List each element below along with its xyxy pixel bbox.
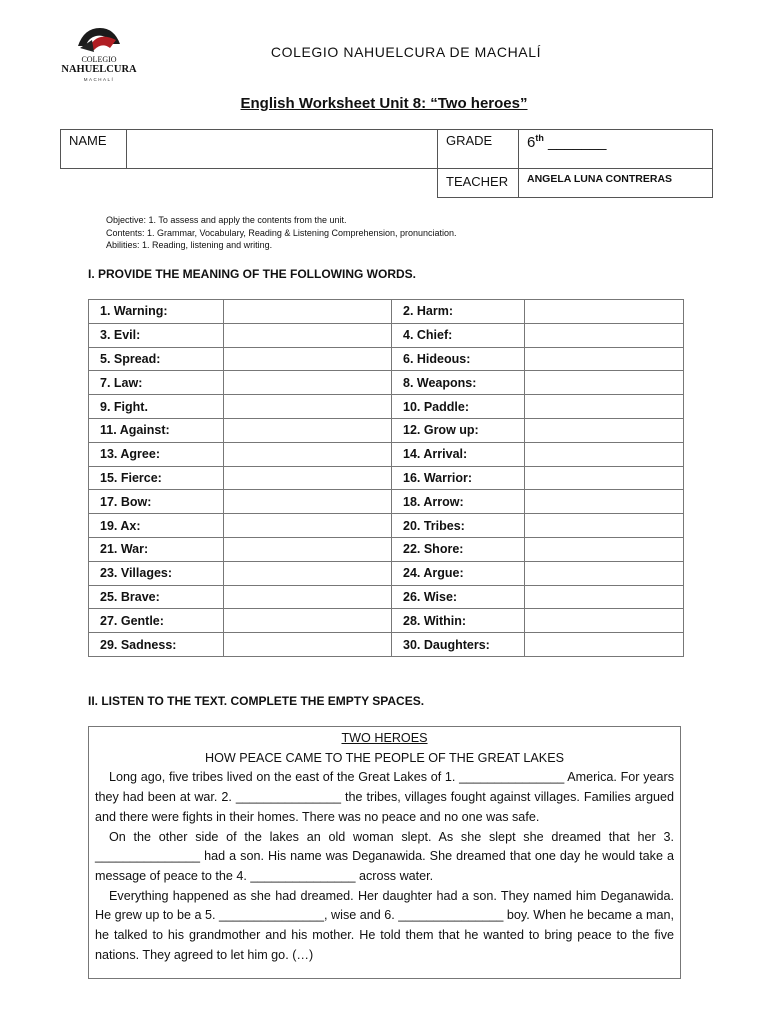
vocabulary-word: 4. Chief: — [392, 323, 525, 347]
meaning-answer-cell[interactable] — [525, 418, 684, 442]
grade-suffix: th — [535, 133, 544, 143]
name-field[interactable] — [127, 130, 438, 169]
meaning-answer-cell[interactable] — [224, 418, 392, 442]
meaning-answer-cell[interactable] — [525, 466, 684, 490]
vocabulary-row — [89, 537, 684, 561]
vocabulary-word: 6. Hideous: — [392, 347, 525, 371]
meaning-answer-cell[interactable] — [224, 633, 392, 657]
svg-text:COLEGIO: COLEGIO — [81, 55, 117, 64]
vocabulary-word: 18. Arrow: — [392, 490, 525, 514]
meaning-answer-cell[interactable] — [525, 514, 684, 538]
contents-line: Contents: 1. Grammar, Vocabulary, Reading & Listening Comprehension, pronunciation. — [106, 227, 457, 238]
meaning-answer-cell[interactable] — [224, 323, 392, 347]
vocabulary-word: 3. Evil: — [89, 323, 224, 347]
teacher-value: ANGELA LUNA CONTRERAS — [519, 169, 713, 198]
vocabulary-word: 11. Against: — [89, 418, 224, 442]
grade-field[interactable] — [519, 130, 713, 169]
vocabulary-row — [89, 442, 684, 466]
meaning-answer-cell[interactable] — [525, 609, 684, 633]
meaning-answer-cell[interactable] — [224, 347, 392, 371]
vocabulary-word: 2. Harm: — [392, 300, 525, 324]
vocabulary-table — [88, 299, 684, 657]
vocabulary-row — [89, 490, 684, 514]
section-1-heading: I. PROVIDE THE MEANING OF THE FOLLOWING WORDS. — [88, 267, 416, 281]
vocabulary-row — [89, 633, 684, 657]
vocabulary-word: 12. Grow up: — [392, 418, 525, 442]
vocabulary-row — [89, 466, 684, 490]
vocabulary-word: 17. Bow: — [89, 490, 224, 514]
listening-text-box — [88, 726, 681, 979]
vocabulary-word: 5. Spread: — [89, 347, 224, 371]
vocabulary-row — [89, 347, 684, 371]
grade-blank: _______ — [543, 134, 607, 151]
vocabulary-row — [89, 418, 684, 442]
vocabulary-word: 29. Sadness: — [89, 633, 224, 657]
meaning-answer-cell[interactable] — [525, 300, 684, 324]
meaning-answer-cell[interactable] — [525, 537, 684, 561]
meaning-answer-cell[interactable] — [224, 300, 392, 324]
vocabulary-word: 22. Shore: — [392, 537, 525, 561]
vocabulary-word: 19. Ax: — [89, 514, 224, 538]
name-label: NAME — [61, 130, 127, 169]
worksheet-title: English Worksheet Unit 8: “Two heroes” — [240, 95, 528, 112]
svg-text:NAHUELCURA: NAHUELCURA — [61, 64, 137, 75]
vocabulary-word: 20. Tribes: — [392, 514, 525, 538]
meaning-answer-cell[interactable] — [224, 395, 392, 419]
vocabulary-word: 14. Arrival: — [392, 442, 525, 466]
meaning-answer-cell[interactable] — [224, 514, 392, 538]
school-name: COLEGIO NAHUELCURA DE MACHALÍ — [270, 44, 542, 60]
vocabulary-word: 16. Warrior: — [392, 466, 525, 490]
vocabulary-word: 21. War: — [89, 537, 224, 561]
meaning-answer-cell[interactable] — [525, 490, 684, 514]
vocabulary-word: 28. Within: — [392, 609, 525, 633]
story-title: TWO HEROES — [341, 731, 428, 745]
meaning-answer-cell[interactable] — [525, 371, 684, 395]
meaning-answer-cell[interactable] — [224, 466, 392, 490]
vocabulary-row — [89, 323, 684, 347]
meaning-answer-cell[interactable] — [224, 490, 392, 514]
svg-text:MACHALÍ: MACHALÍ — [83, 77, 115, 82]
meaning-answer-cell[interactable] — [525, 633, 684, 657]
story-paragraph-2: On the other side of the lakes an old woman slept. As she slept she dreamed that her 3. _______________ had a son. His name was Deganawida. She dreamed that one day he would take a message of peace to the 4. _______________ across water. — [95, 829, 674, 883]
meaning-answer-cell[interactable] — [525, 395, 684, 419]
meaning-answer-cell[interactable] — [525, 585, 684, 609]
meaning-answer-cell[interactable] — [525, 561, 684, 585]
meaning-answer-cell[interactable] — [224, 609, 392, 633]
vocabulary-word: 10. Paddle: — [392, 395, 525, 419]
teacher-label: TEACHER — [438, 169, 519, 198]
worksheet-meta — [106, 214, 457, 252]
meaning-answer-cell[interactable] — [525, 347, 684, 371]
vocabulary-row — [89, 371, 684, 395]
vocabulary-row — [89, 561, 684, 585]
vocabulary-word: 13. Agree: — [89, 442, 224, 466]
meaning-answer-cell[interactable] — [224, 585, 392, 609]
meaning-answer-cell[interactable] — [525, 323, 684, 347]
vocabulary-word: 26. Wise: — [392, 585, 525, 609]
vocabulary-word: 8. Weapons: — [392, 371, 525, 395]
abilities-line: Abilities: 1. Reading, listening and writing. — [106, 240, 273, 250]
vocabulary-word: 30. Daughters: — [392, 633, 525, 657]
vocabulary-word: 24. Argue: — [392, 561, 525, 585]
section-2-heading: II. LISTEN TO THE TEXT. COMPLETE THE EMPTY SPACES. — [88, 694, 425, 708]
story-subtitle: HOW PEACE CAME TO THE PEOPLE OF THE GREAT LAKES — [204, 750, 564, 765]
meaning-answer-cell[interactable] — [525, 442, 684, 466]
info-spacer — [61, 169, 438, 198]
vocabulary-word: 23. Villages: — [89, 561, 224, 585]
vocabulary-word: 9. Fight. — [89, 395, 224, 419]
meaning-answer-cell[interactable] — [224, 561, 392, 585]
vocabulary-row — [89, 585, 684, 609]
story-paragraph-1: Long ago, five tribes lived on the east of the Great Lakes of 1. _______________ America. For years they had been at war. 2. _______________ the tribes, villages fought against villages. Families argued and there were fights in their homes. There was no peace and no one was safe. — [95, 770, 674, 824]
vocabulary-row — [89, 300, 684, 324]
vocabulary-word: 15. Fierce: — [89, 466, 224, 490]
grade-label: GRADE — [438, 130, 519, 169]
vocabulary-row — [89, 609, 684, 633]
meaning-answer-cell[interactable] — [224, 371, 392, 395]
vocabulary-word: 25. Brave: — [89, 585, 224, 609]
vocabulary-word: 1. Warning: — [89, 300, 224, 324]
vocabulary-row — [89, 395, 684, 419]
vocabulary-row — [89, 514, 684, 538]
vocabulary-word: 27. Gentle: — [89, 609, 224, 633]
student-info-table — [60, 129, 713, 198]
vocabulary-word: 7. Law: — [89, 371, 224, 395]
meaning-answer-cell[interactable] — [224, 442, 392, 466]
story-paragraph-3: Everything happened as she had dreamed. Her daughter had a son. They named him Deganawida. He grew up to be a 5. _______________, wise and 6. _______________ boy. When he became a man, he talked to his grandmother and his mother. He told them that he wanted to bring peace to the five nations. They agreed to let him go. (…) — [95, 888, 674, 962]
objective-line: Objective: 1. To assess and apply the contents from the unit. — [106, 215, 347, 225]
meaning-answer-cell[interactable] — [224, 537, 392, 561]
grade-value: 6 — [527, 134, 536, 151]
